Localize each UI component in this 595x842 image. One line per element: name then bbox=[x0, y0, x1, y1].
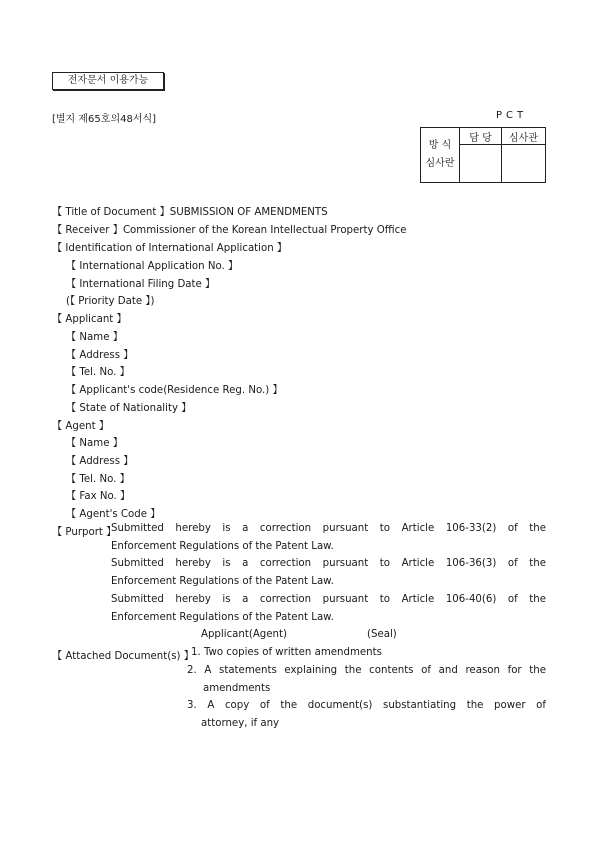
form-reference: [별지 제65호의48서식] bbox=[52, 114, 157, 125]
agent-heading: 【 Agent 】 bbox=[52, 421, 110, 432]
applicant-name: 【 Name 】 bbox=[66, 332, 123, 343]
applicant-tel: 【 Tel. No. 】 bbox=[66, 367, 130, 378]
review-row-label-2: 심사란 bbox=[425, 158, 455, 169]
electronic-document-label: 전자문서 이용가능 bbox=[52, 72, 164, 90]
purport-3-line-a: Submitted hereby is a correction pursuant to Article 106-40(6) of the bbox=[111, 594, 546, 605]
attached-item-3-line-b: attorney, if any bbox=[201, 718, 280, 729]
agent-tel: 【 Tel. No. 】 bbox=[66, 474, 130, 485]
review-table bbox=[420, 127, 546, 183]
intl-app-no: 【 International Application No. 】 bbox=[66, 261, 239, 272]
review-row-label bbox=[421, 128, 460, 183]
title-tag: 【 Title of Document 】 bbox=[52, 207, 170, 218]
title-value: SUBMISSION OF AMENDMENTS bbox=[169, 207, 328, 218]
review-cell-2[interactable] bbox=[502, 145, 546, 183]
review-col-2: 심사관 bbox=[502, 128, 546, 145]
review-col-1: 담 당 bbox=[460, 128, 502, 145]
receiver-tag: 【 Receiver 】 bbox=[52, 225, 123, 236]
agent-code: 【 Agent's Code 】 bbox=[66, 509, 161, 520]
attached-item-3-line-a: 3. A copy of the document(s) substantiating the power of bbox=[187, 700, 546, 711]
purport-tag: 【 Purport 】 bbox=[52, 527, 117, 538]
attached-tag: 【 Attached Document(s) 】 bbox=[52, 651, 194, 662]
priority-date: (【 Priority Date 】) bbox=[66, 296, 155, 307]
agent-fax: 【 Fax No. 】 bbox=[66, 491, 131, 502]
review-cell-1[interactable] bbox=[460, 145, 502, 183]
review-row-label-1: 방 식 bbox=[428, 140, 452, 151]
agent-name: 【 Name 】 bbox=[66, 438, 123, 449]
attached-item-1: 1. Two copies of written amendments bbox=[191, 647, 382, 658]
applicant-code: 【 Applicant's code(Residence Reg. No.) 】 bbox=[66, 385, 283, 396]
applicant-address: 【 Address 】 bbox=[66, 350, 134, 361]
purport-1-line-b: Enforcement Regulations of the Patent Law. bbox=[111, 541, 334, 552]
purport-3-line-b: Enforcement Regulations of the Patent Law. bbox=[111, 612, 334, 623]
purport-2-line-a: Submitted hereby is a correction pursuant to Article 106-36(3) of the bbox=[111, 558, 546, 569]
attached-item-2-line-b: amendments bbox=[203, 683, 271, 694]
title-row bbox=[52, 203, 328, 218]
purport-2-line-b: Enforcement Regulations of the Patent Law. bbox=[111, 576, 334, 587]
signature-label: Applicant(Agent) bbox=[201, 629, 287, 640]
seal-label: (Seal) bbox=[367, 629, 397, 640]
receiver-row bbox=[52, 221, 406, 236]
applicant-heading: 【 Applicant 】 bbox=[52, 314, 127, 325]
purport-1-line-a: Submitted hereby is a correction pursuant to Article 106-33(2) of the bbox=[111, 523, 546, 534]
pct-label: PCT bbox=[496, 110, 528, 121]
receiver-value: Commissioner of the Korean Intellectual Property Office bbox=[122, 225, 407, 236]
intl-filing-date: 【 International Filing Date 】 bbox=[66, 279, 216, 290]
identification-heading: 【 Identification of International Application 】 bbox=[52, 243, 288, 254]
attached-item-2-line-a: 2. A statements explaining the contents of and reason for the bbox=[187, 665, 546, 676]
applicant-nationality: 【 State of Nationality 】 bbox=[66, 403, 192, 414]
agent-address: 【 Address 】 bbox=[66, 456, 134, 467]
